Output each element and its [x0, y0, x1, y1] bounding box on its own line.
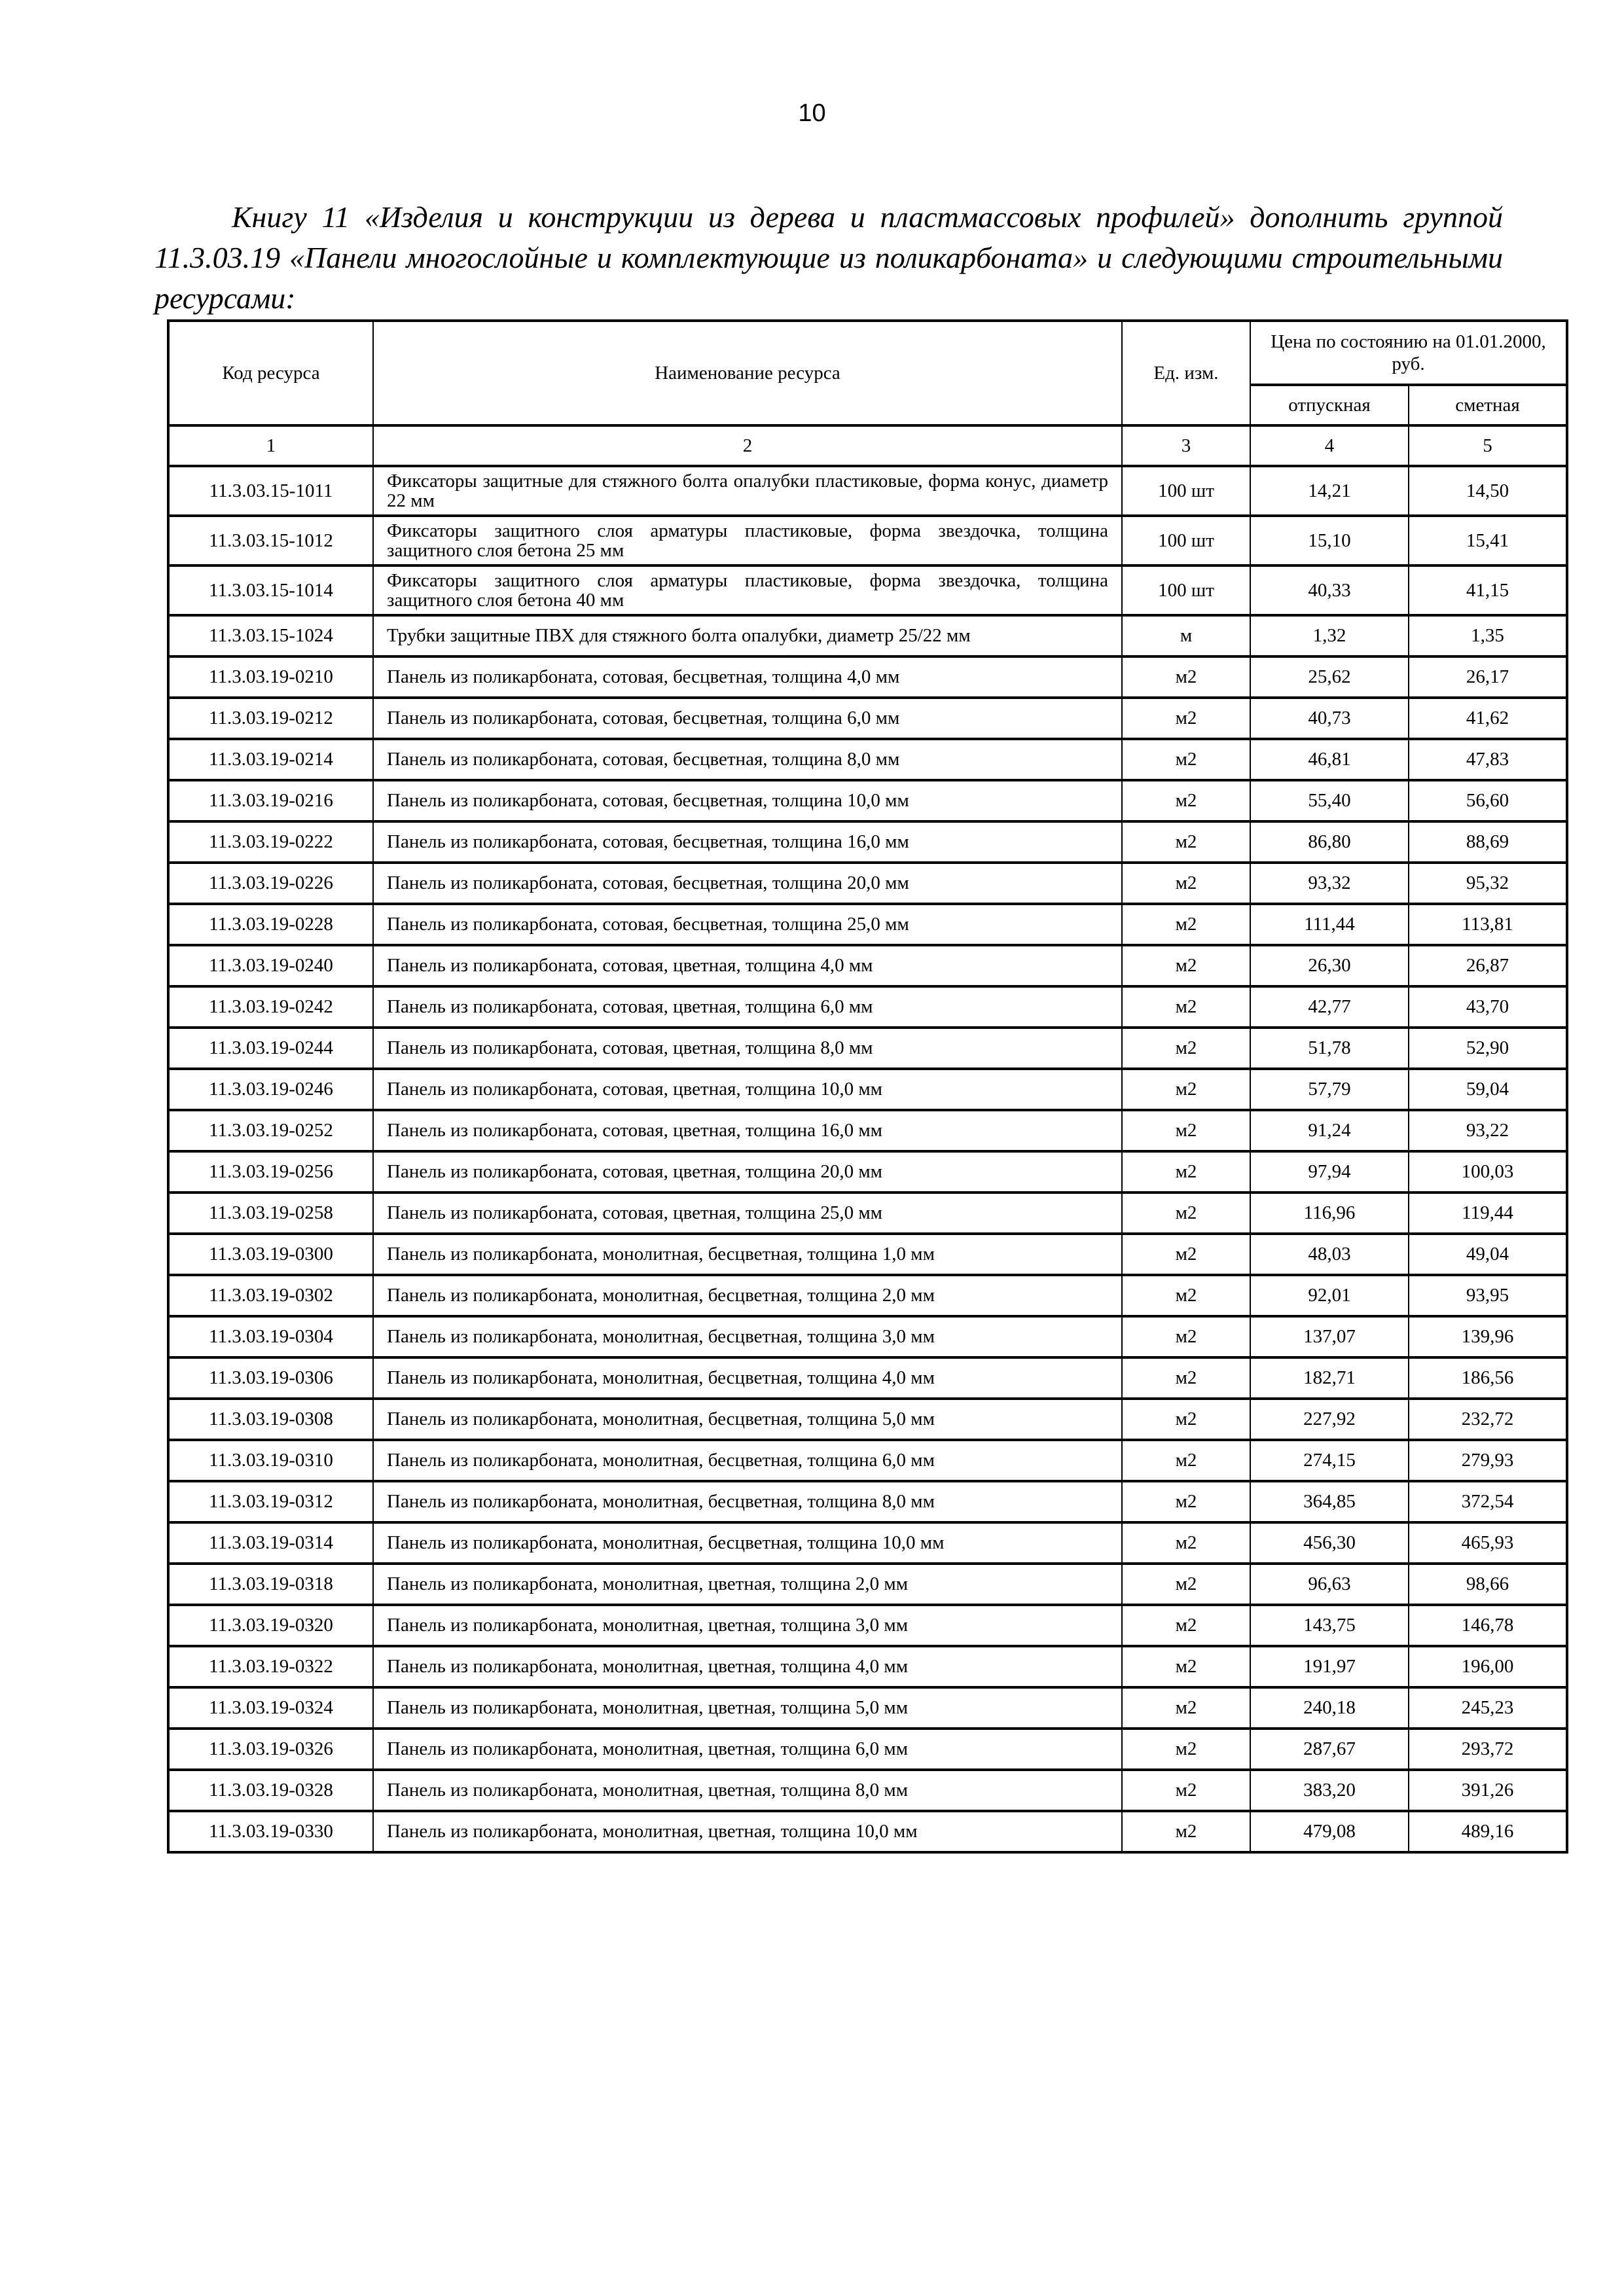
unit: м2: [1122, 863, 1250, 904]
release-price: 143,75: [1250, 1605, 1409, 1646]
resource-code: 11.3.03.19-0256: [168, 1151, 373, 1193]
resource-code: 11.3.03.19-0318: [168, 1564, 373, 1605]
unit: м2: [1122, 1481, 1250, 1522]
unit: м2: [1122, 821, 1250, 863]
resource-name: Панель из поликарбоната, сотовая, цветная, толщина 25,0 мм: [373, 1193, 1122, 1234]
header-unit: Ед. изм.: [1122, 321, 1250, 425]
resource-name: Панель из поликарбоната, сотовая, бесцветная, толщина 16,0 мм: [373, 821, 1122, 863]
estimate-price: 146,78: [1409, 1605, 1567, 1646]
resource-name: Панель из поликарбоната, сотовая, цветная, толщина 4,0 мм: [373, 945, 1122, 986]
unit: м2: [1122, 945, 1250, 986]
table-row: [168, 1440, 1567, 1481]
resource-name: Панель из поликарбоната, сотовая, цветная, толщина 6,0 мм: [373, 986, 1122, 1028]
unit: м2: [1122, 1193, 1250, 1234]
estimate-price: 465,93: [1409, 1522, 1567, 1564]
resource-code: 11.3.03.19-0310: [168, 1440, 373, 1481]
release-price: 274,15: [1250, 1440, 1409, 1481]
estimate-price: 232,72: [1409, 1399, 1567, 1440]
header-price-group: Цена по состоянию на 01.01.2000, руб.: [1250, 321, 1567, 385]
resource-name: Панель из поликарбоната, монолитная, бесцветная, толщина 4,0 мм: [373, 1357, 1122, 1399]
resource-code: 11.3.03.19-0330: [168, 1811, 373, 1852]
release-price: 91,24: [1250, 1110, 1409, 1151]
resource-code: 11.3.03.19-0308: [168, 1399, 373, 1440]
unit: м2: [1122, 986, 1250, 1028]
resource-code: 11.3.03.19-0210: [168, 656, 373, 698]
resource-name: Панель из поликарбоната, сотовая, бесцветная, толщина 6,0 мм: [373, 698, 1122, 739]
resource-name: Панель из поликарбоната, сотовая, бесцветная, толщина 25,0 мм: [373, 904, 1122, 945]
table-row: [168, 1399, 1567, 1440]
resource-code: 11.3.03.19-0212: [168, 698, 373, 739]
estimate-price: 391,26: [1409, 1770, 1567, 1811]
release-price: 40,73: [1250, 698, 1409, 739]
table-row: [168, 1316, 1567, 1357]
estimate-price: 372,54: [1409, 1481, 1567, 1522]
unit: м2: [1122, 698, 1250, 739]
resource-code: 11.3.03.19-0304: [168, 1316, 373, 1357]
estimate-price: 489,16: [1409, 1811, 1567, 1852]
estimate-price: 95,32: [1409, 863, 1567, 904]
release-price: 383,20: [1250, 1770, 1409, 1811]
resource-code: 11.3.03.19-0246: [168, 1069, 373, 1110]
header-estimate-price: сметная: [1409, 385, 1567, 425]
resource-code: 11.3.03.19-0222: [168, 821, 373, 863]
release-price: 116,96: [1250, 1193, 1409, 1234]
release-price: 26,30: [1250, 945, 1409, 986]
table-row: [168, 1564, 1567, 1605]
table-body: [168, 466, 1567, 1852]
estimate-price: 186,56: [1409, 1357, 1567, 1399]
table-row: [168, 945, 1567, 986]
resource-name: Панель из поликарбоната, монолитная, цветная, толщина 10,0 мм: [373, 1811, 1122, 1852]
unit: м2: [1122, 1069, 1250, 1110]
unit: м2: [1122, 1687, 1250, 1729]
estimate-price: 93,95: [1409, 1275, 1567, 1316]
estimate-price: 100,03: [1409, 1151, 1567, 1193]
table-row: [168, 1357, 1567, 1399]
resource-name: Панель из поликарбоната, монолитная, цветная, толщина 4,0 мм: [373, 1646, 1122, 1687]
unit: м2: [1122, 1729, 1250, 1770]
unit: м2: [1122, 1770, 1250, 1811]
resource-name: Панель из поликарбоната, сотовая, бесцветная, толщина 10,0 мм: [373, 780, 1122, 821]
unit: м2: [1122, 1151, 1250, 1193]
estimate-price: 26,87: [1409, 945, 1567, 986]
resource-name: Панель из поликарбоната, сотовая, цветная, толщина 20,0 мм: [373, 1151, 1122, 1193]
estimate-price: 14,50: [1409, 466, 1567, 516]
unit: м2: [1122, 1028, 1250, 1069]
resource-code: 11.3.03.19-0228: [168, 904, 373, 945]
resource-name: Панель из поликарбоната, монолитная, цветная, толщина 5,0 мм: [373, 1687, 1122, 1729]
unit: м2: [1122, 904, 1250, 945]
table-row: [168, 516, 1567, 565]
table-row: [168, 1522, 1567, 1564]
unit: 100 шт: [1122, 466, 1250, 516]
table-row: [168, 1729, 1567, 1770]
estimate-price: 88,69: [1409, 821, 1567, 863]
unit: м2: [1122, 1440, 1250, 1481]
resource-code: 11.3.03.19-0244: [168, 1028, 373, 1069]
release-price: 15,10: [1250, 516, 1409, 565]
resource-name: Панель из поликарбоната, монолитная, бесцветная, толщина 3,0 мм: [373, 1316, 1122, 1357]
estimate-price: 47,83: [1409, 739, 1567, 780]
resource-name: Фиксаторы защитного слоя арматуры пластиковые, форма звездочка, толщина защитного слоя бетона 40 мм: [373, 565, 1122, 615]
unit: м2: [1122, 1316, 1250, 1357]
unit: м2: [1122, 656, 1250, 698]
column-number: 1: [168, 425, 373, 466]
table-row: [168, 1605, 1567, 1646]
unit: м2: [1122, 1399, 1250, 1440]
resource-code: 11.3.03.15-1012: [168, 516, 373, 565]
resource-code: 11.3.03.19-0312: [168, 1481, 373, 1522]
release-price: 456,30: [1250, 1522, 1409, 1564]
release-price: 364,85: [1250, 1481, 1409, 1522]
column-number: 5: [1409, 425, 1567, 466]
estimate-price: 41,62: [1409, 698, 1567, 739]
release-price: 93,32: [1250, 863, 1409, 904]
table-row: [168, 1110, 1567, 1151]
unit: м2: [1122, 1234, 1250, 1275]
resource-name: Панель из поликарбоната, сотовая, цветная, толщина 16,0 мм: [373, 1110, 1122, 1151]
table-row: [168, 1069, 1567, 1110]
resource-name: Панель из поликарбоната, монолитная, бесцветная, толщина 2,0 мм: [373, 1275, 1122, 1316]
resources-table: [167, 319, 1568, 1854]
resource-name: Панель из поликарбоната, сотовая, бесцветная, толщина 4,0 мм: [373, 656, 1122, 698]
unit: м2: [1122, 1605, 1250, 1646]
resource-code: 11.3.03.19-0324: [168, 1687, 373, 1729]
unit: м2: [1122, 1564, 1250, 1605]
table-row: [168, 656, 1567, 698]
estimate-price: 279,93: [1409, 1440, 1567, 1481]
column-number: 2: [373, 425, 1122, 466]
unit: м2: [1122, 1357, 1250, 1399]
release-price: 182,71: [1250, 1357, 1409, 1399]
resource-name: Панель из поликарбоната, монолитная, цветная, толщина 8,0 мм: [373, 1770, 1122, 1811]
page-number: 10: [798, 99, 826, 127]
table-row: [168, 1770, 1567, 1811]
release-price: 55,40: [1250, 780, 1409, 821]
resource-code: 11.3.03.15-1014: [168, 565, 373, 615]
resource-name: Панель из поликарбоната, сотовая, цветная, толщина 10,0 мм: [373, 1069, 1122, 1110]
resource-name: Трубки защитные ПВХ для стяжного болта опалубки, диаметр 25/22 мм: [373, 615, 1122, 656]
table-row: [168, 863, 1567, 904]
table-row: [168, 1481, 1567, 1522]
resource-code: 11.3.03.19-0216: [168, 780, 373, 821]
estimate-price: 139,96: [1409, 1316, 1567, 1357]
resource-name: Панель из поликарбоната, монолитная, бесцветная, толщина 5,0 мм: [373, 1399, 1122, 1440]
estimate-price: 43,70: [1409, 986, 1567, 1028]
table-row: [168, 1687, 1567, 1729]
table-row: [168, 466, 1567, 516]
resource-code: 11.3.03.19-0302: [168, 1275, 373, 1316]
table-row: [168, 1646, 1567, 1687]
resource-code: 11.3.03.19-0242: [168, 986, 373, 1028]
estimate-price: 15,41: [1409, 516, 1567, 565]
release-price: 96,63: [1250, 1564, 1409, 1605]
unit: м: [1122, 615, 1250, 656]
table-row: [168, 739, 1567, 780]
table-row: [168, 1275, 1567, 1316]
resource-code: 11.3.03.19-0214: [168, 739, 373, 780]
resource-code: 11.3.03.19-0300: [168, 1234, 373, 1275]
release-price: 287,67: [1250, 1729, 1409, 1770]
estimate-price: 98,66: [1409, 1564, 1567, 1605]
release-price: 111,44: [1250, 904, 1409, 945]
estimate-price: 41,15: [1409, 565, 1567, 615]
estimate-price: 119,44: [1409, 1193, 1567, 1234]
release-price: 40,33: [1250, 565, 1409, 615]
release-price: 97,94: [1250, 1151, 1409, 1193]
resource-name: Панель из поликарбоната, сотовая, бесцветная, толщина 20,0 мм: [373, 863, 1122, 904]
resource-name: Панель из поликарбоната, сотовая, бесцветная, толщина 8,0 мм: [373, 739, 1122, 780]
estimate-price: 93,22: [1409, 1110, 1567, 1151]
unit: м2: [1122, 1110, 1250, 1151]
estimate-price: 59,04: [1409, 1069, 1567, 1110]
table-row: [168, 1028, 1567, 1069]
resource-name: Панель из поликарбоната, монолитная, цветная, толщина 2,0 мм: [373, 1564, 1122, 1605]
resource-name: Панель из поликарбоната, монолитная, бесцветная, толщина 10,0 мм: [373, 1522, 1122, 1564]
release-price: 14,21: [1250, 466, 1409, 516]
resource-code: 11.3.03.19-0240: [168, 945, 373, 986]
column-numbers-row: [168, 425, 1567, 466]
release-price: 57,79: [1250, 1069, 1409, 1110]
table-row: [168, 1234, 1567, 1275]
resource-name: Панель из поликарбоната, сотовая, цветная, толщина 8,0 мм: [373, 1028, 1122, 1069]
resource-name: Панель из поликарбоната, монолитная, цветная, толщина 6,0 мм: [373, 1729, 1122, 1770]
table-row: [168, 986, 1567, 1028]
header-code: Код ресурса: [168, 321, 373, 425]
release-price: 46,81: [1250, 739, 1409, 780]
unit: м2: [1122, 1811, 1250, 1852]
release-price: 25,62: [1250, 656, 1409, 698]
resource-code: 11.3.03.19-0306: [168, 1357, 373, 1399]
release-price: 92,01: [1250, 1275, 1409, 1316]
resource-name: Панель из поликарбоната, монолитная, бесцветная, толщина 6,0 мм: [373, 1440, 1122, 1481]
estimate-price: 196,00: [1409, 1646, 1567, 1687]
header-name: Наименование ресурса: [373, 321, 1122, 425]
estimate-price: 49,04: [1409, 1234, 1567, 1275]
release-price: 137,07: [1250, 1316, 1409, 1357]
table-row: [168, 1151, 1567, 1193]
resource-name: Панель из поликарбоната, монолитная, бесцветная, толщина 8,0 мм: [373, 1481, 1122, 1522]
estimate-price: 56,60: [1409, 780, 1567, 821]
release-price: 42,77: [1250, 986, 1409, 1028]
unit: 100 шт: [1122, 516, 1250, 565]
resource-name: Фиксаторы защитные для стяжного болта опалубки пластиковые, форма конус, диаметр 22 мм: [373, 466, 1122, 516]
unit: м2: [1122, 1275, 1250, 1316]
table-row: [168, 615, 1567, 656]
header-release-price: отпускная: [1250, 385, 1409, 425]
estimate-price: 52,90: [1409, 1028, 1567, 1069]
resource-code: 11.3.03.19-0326: [168, 1729, 373, 1770]
table-row: [168, 1193, 1567, 1234]
table-row: [168, 698, 1567, 739]
table-row: [168, 780, 1567, 821]
table-row: [168, 1811, 1567, 1852]
column-number: 3: [1122, 425, 1250, 466]
release-price: 227,92: [1250, 1399, 1409, 1440]
resource-code: 11.3.03.15-1024: [168, 615, 373, 656]
release-price: 191,97: [1250, 1646, 1409, 1687]
release-price: 86,80: [1250, 821, 1409, 863]
table-row: [168, 821, 1567, 863]
estimate-price: 26,17: [1409, 656, 1567, 698]
table-row: [168, 904, 1567, 945]
intro-paragraph: Книгу 11 «Изделия и конструкции из дерева и пластмассовых профилей» дополнить группой 11.3.03.19 «Панели многослойные и комплектующие из поликарбоната» и следующими строительными ресурсами:: [154, 200, 1503, 315]
unit: 100 шт: [1122, 565, 1250, 615]
release-price: 240,18: [1250, 1687, 1409, 1729]
unit: м2: [1122, 1522, 1250, 1564]
resource-code: 11.3.03.19-0252: [168, 1110, 373, 1151]
estimate-price: 113,81: [1409, 904, 1567, 945]
resource-code: 11.3.03.15-1011: [168, 466, 373, 516]
resource-code: 11.3.03.19-0226: [168, 863, 373, 904]
resource-name: Фиксаторы защитного слоя арматуры пластиковые, форма звездочка, толщина защитного слоя бетона 25 мм: [373, 516, 1122, 565]
release-price: 1,32: [1250, 615, 1409, 656]
release-price: 51,78: [1250, 1028, 1409, 1069]
estimate-price: 293,72: [1409, 1729, 1567, 1770]
table-row: [168, 565, 1567, 615]
resource-code: 11.3.03.19-0322: [168, 1646, 373, 1687]
release-price: 479,08: [1250, 1811, 1409, 1852]
estimate-price: 245,23: [1409, 1687, 1567, 1729]
resource-code: 11.3.03.19-0314: [168, 1522, 373, 1564]
unit: м2: [1122, 739, 1250, 780]
resource-name: Панель из поликарбоната, монолитная, цветная, толщина 3,0 мм: [373, 1605, 1122, 1646]
release-price: 48,03: [1250, 1234, 1409, 1275]
unit: м2: [1122, 780, 1250, 821]
resource-code: 11.3.03.19-0320: [168, 1605, 373, 1646]
resource-name: Панель из поликарбоната, монолитная, бесцветная, толщина 1,0 мм: [373, 1234, 1122, 1275]
estimate-price: 1,35: [1409, 615, 1567, 656]
resource-code: 11.3.03.19-0328: [168, 1770, 373, 1811]
unit: м2: [1122, 1646, 1250, 1687]
resource-code: 11.3.03.19-0258: [168, 1193, 373, 1234]
column-number: 4: [1250, 425, 1409, 466]
